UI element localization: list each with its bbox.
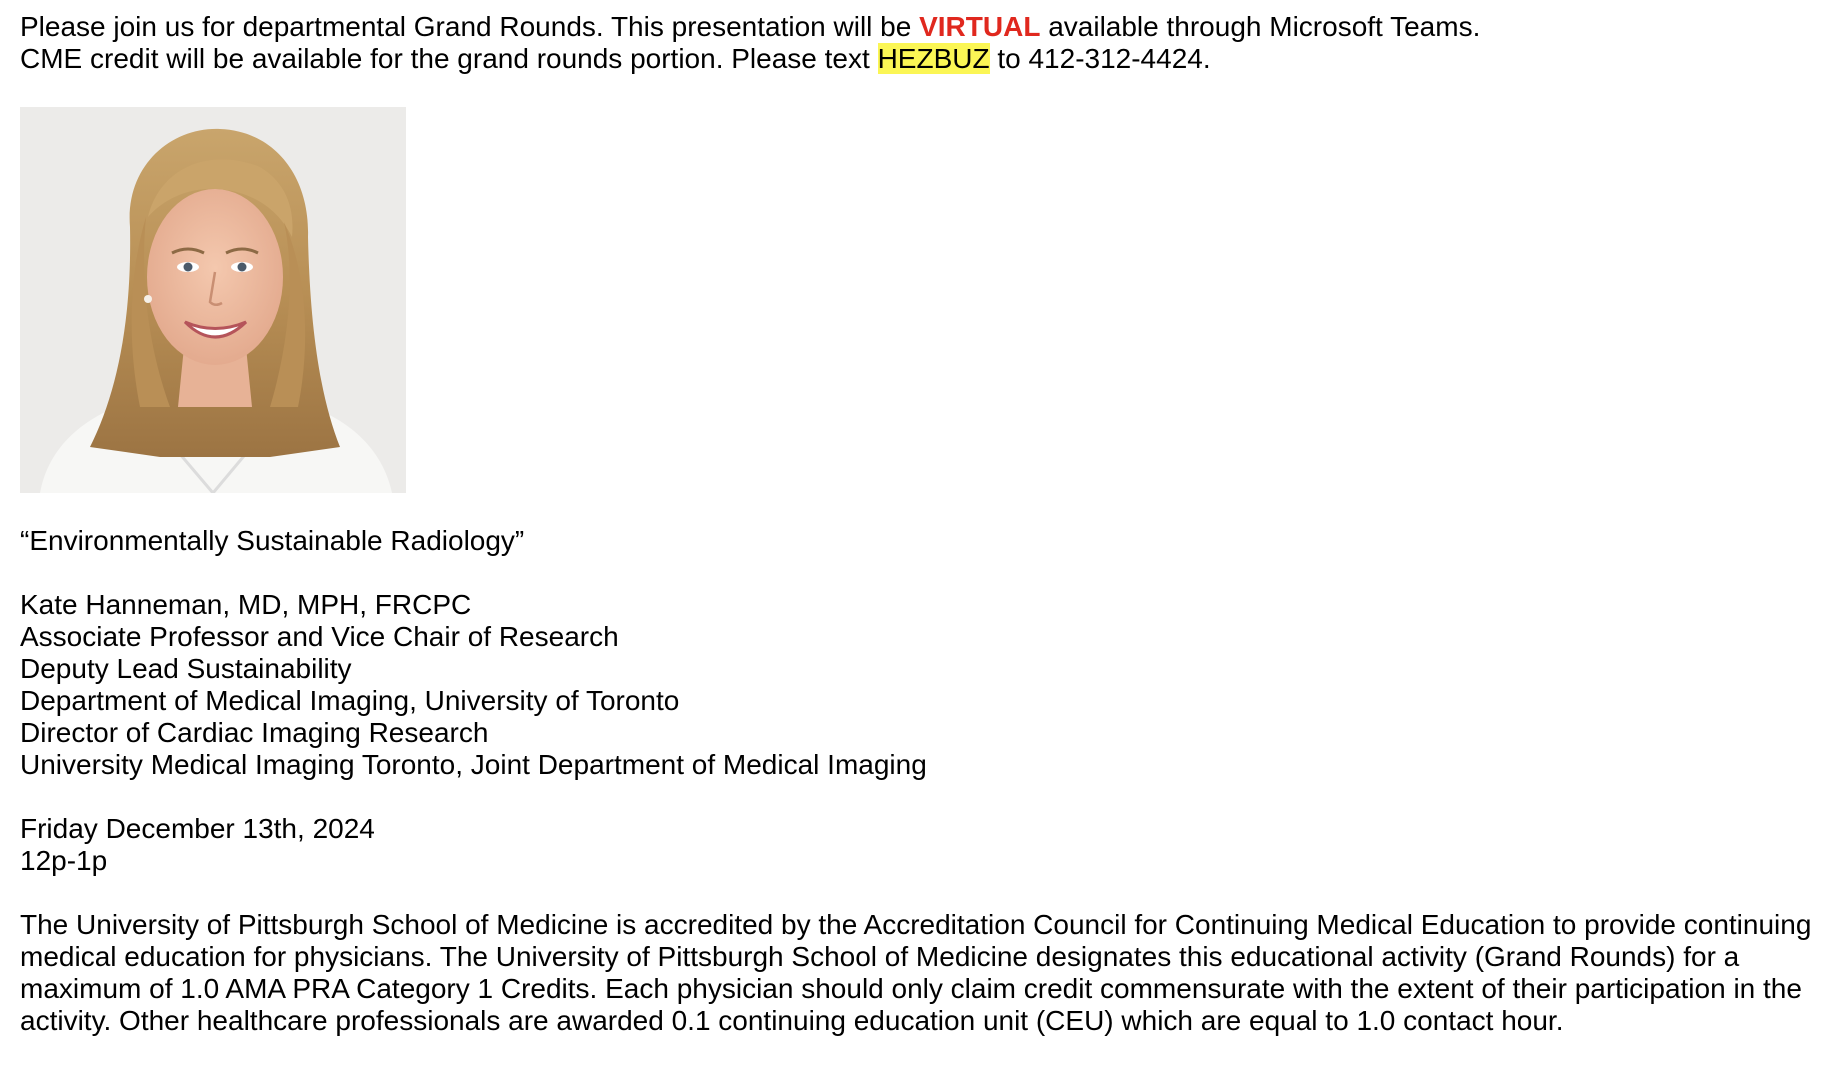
speaker-title: Director of Cardiac Imaging Research <box>20 717 489 748</box>
event-time: 12p-1p <box>20 845 108 876</box>
cme-text: CME credit will be available for the grand rounds portion. Please text <box>20 43 878 74</box>
event-date: Friday December 13th, 2024 <box>20 813 375 844</box>
cme-phone-text: to 412-312-4424. <box>989 43 1211 74</box>
speaker-block <box>20 589 1830 781</box>
accreditation-statement: The University of Pittsburgh School of Medicine is accredited by the Accreditation Council for Continuing Medical Education to provide continuing medical education for physicians. The University of Pittsburgh School of Medicine designates this educational activity (Grand Rounds) for a maximum of 1.0 AMA PRA Category 1 Credits. Each physician should only claim credit commensurate with the extent of their participation in the activity. Other healthcare professionals are awarded 0.1 continuing education unit (CEU) which are equal to 1.0 contact hour. <box>20 909 1812 1036</box>
speaker-title: Associate Professor and Vice Chair of Research <box>20 621 619 652</box>
speaker-title: Deputy Lead Sustainability <box>20 653 352 684</box>
talk-title: “Environmentally Sustainable Radiology” <box>20 525 525 556</box>
speaker-photo <box>20 107 406 493</box>
intro-line-2 <box>20 43 1830 75</box>
virtual-emphasis: VIRTUAL <box>919 11 1041 42</box>
speaker-title: Department of Medical Imaging, University of Toronto <box>20 685 680 716</box>
event-details <box>20 813 1830 877</box>
intro-text: Please join us for departmental Grand Rounds. This presentation will be <box>20 11 920 42</box>
speaker-name: Kate Hanneman, MD, MPH, FRCPC <box>20 589 472 620</box>
text-code-highlight: HEZBUZ <box>877 43 990 74</box>
speaker-portrait-icon <box>20 107 406 493</box>
email-body <box>20 11 1830 1037</box>
intro-line-1 <box>20 11 1830 43</box>
intro-text-continued: available through Microsoft Teams. <box>1040 11 1481 42</box>
speaker-title: University Medical Imaging Toronto, Joint Department of Medical Imaging <box>20 749 927 780</box>
